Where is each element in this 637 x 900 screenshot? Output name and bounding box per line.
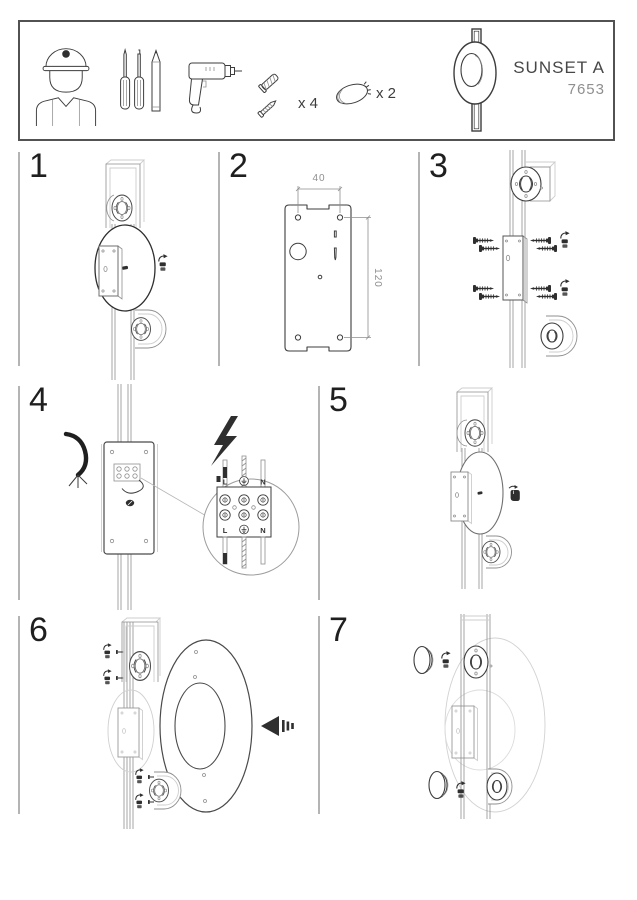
screwdrivers-and-pencil-icon xyxy=(116,48,166,124)
step-7-illustration xyxy=(318,611,618,864)
step-5-illustration xyxy=(318,381,618,610)
end-cap-icon xyxy=(332,78,372,110)
turn-icon xyxy=(561,231,570,248)
connector-bottom-icon xyxy=(487,769,512,804)
step-3 xyxy=(418,147,618,382)
step-3-illustration xyxy=(418,147,618,382)
step-number: 1 xyxy=(29,147,48,185)
screw-icon xyxy=(116,650,124,654)
screw-with-wall-plug-icon xyxy=(248,72,294,118)
step-2 xyxy=(218,147,418,382)
step-number: 7 xyxy=(329,611,348,649)
turn-icon xyxy=(159,254,168,271)
end-cap-top xyxy=(414,647,433,674)
product-name: SUNSET A xyxy=(513,58,605,77)
step-7 xyxy=(318,611,618,864)
connector-bottom-icon xyxy=(482,536,512,568)
connector-top-icon xyxy=(130,652,151,681)
wiring-detail-magnifier xyxy=(203,456,299,575)
screw-icon xyxy=(116,676,124,680)
turn-icon xyxy=(136,793,144,808)
connector-bottom-icon xyxy=(541,316,577,356)
step-5 xyxy=(318,381,618,610)
drill-icon xyxy=(188,56,244,116)
end-cap-bottom xyxy=(429,772,448,799)
connector-top-icon xyxy=(107,195,132,221)
screws-left xyxy=(473,237,500,300)
mounting-plate xyxy=(452,706,478,761)
dimension-120-label: 120 xyxy=(372,268,383,288)
terminal-label-live-bottom: L xyxy=(222,526,228,535)
turn-icon xyxy=(442,651,451,668)
step-6-illustration xyxy=(18,611,318,864)
part-end-cap xyxy=(332,78,396,110)
fixing-screws-top xyxy=(104,643,124,684)
terminal-label-neutral-bottom: N xyxy=(260,526,266,535)
product-title-block xyxy=(513,58,605,98)
product-code: 7653 xyxy=(567,81,605,98)
mounting-plate xyxy=(503,236,527,303)
connector-top-icon xyxy=(511,167,543,201)
mounting-plate xyxy=(118,708,143,760)
step-number: 5 xyxy=(329,381,348,419)
screws-right xyxy=(530,237,557,300)
push-arrow-icon xyxy=(261,716,294,736)
step-number: 6 xyxy=(29,611,48,649)
step-2-illustration xyxy=(218,147,418,382)
turn-icon xyxy=(104,643,112,658)
mounting-plate-template xyxy=(285,205,351,351)
earth-icon xyxy=(240,477,249,486)
earth-icon xyxy=(240,525,249,534)
turn-icon xyxy=(104,669,112,684)
step-4 xyxy=(18,381,318,610)
connector-bottom-icon xyxy=(132,310,167,348)
electricity-warning-icon xyxy=(211,416,238,466)
part-screw-anchor xyxy=(248,72,318,118)
step-4-illustration xyxy=(18,381,318,610)
parts-and-tools-box xyxy=(18,20,615,141)
wall-lamp-icon xyxy=(449,28,503,132)
step-1-illustration xyxy=(18,147,218,382)
step-number: 2 xyxy=(229,147,248,185)
installer-icon xyxy=(34,42,98,126)
stripped-cable-icon xyxy=(66,434,87,488)
terminal-label-neutral-top: N xyxy=(260,477,266,487)
mounting-plate xyxy=(451,472,472,524)
driver-box xyxy=(102,442,158,554)
dimension-40-label: 40 xyxy=(312,173,326,184)
end-cap-qty: x 2 xyxy=(376,85,397,102)
connector-bottom-icon xyxy=(150,772,182,809)
connector-top-icon xyxy=(464,646,492,678)
screw-anchor-qty: x 4 xyxy=(298,95,319,112)
press-hand-icon xyxy=(509,485,520,501)
step-1 xyxy=(18,147,218,382)
turn-icon xyxy=(561,279,570,296)
terminal-label-live-top: L xyxy=(222,477,228,487)
step-6 xyxy=(18,611,318,864)
step-number: 3 xyxy=(429,147,448,185)
step-number: 4 xyxy=(29,381,48,419)
